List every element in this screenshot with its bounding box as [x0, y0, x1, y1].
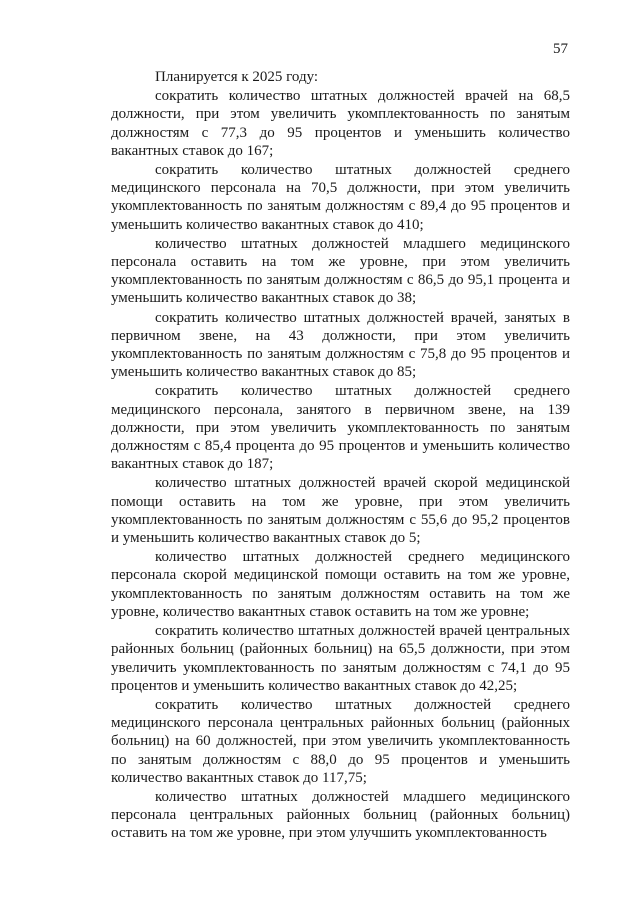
paragraph-7: количество штатных должностей среднего медицинского персонала скорой медицинской помощи оставить на том же уровне, укомплектованность по занятым должностям оставить на том же уровне, количество вакантных ставок оставить на том же уровне; [111, 549, 570, 620]
paragraph-8: сократить количество штатных должностей врачей центральных районных больниц (районных больниц) на 65,5 должности, при этом увеличить укомплектованность по занятым должностям с 74,1 до 95 процентов и уменьшить количество вакантных ставок до 42,25; [111, 623, 570, 694]
paragraph-9: сократить количество штатных должностей среднего медицинского персонала центральных районных больниц (районных больниц) на 60 должностей, при этом увеличить укомплектованность по занятым должностям с 88,0 до 95 процентов и уменьшить количество вакантных ставок до 117,75; [111, 696, 570, 786]
intro-line: Планируется к 2025 году: [155, 69, 319, 85]
paragraph-6: количество штатных должностей врачей скорой медицинской помощи оставить на том же уровне, при этом увеличить укомплектованность по занятым должностям с 55,6 до 95,2 процентов и уменьшить количество вакантных ставок до 5; [111, 475, 570, 547]
paragraph-4: сократить количество штатных должностей врачей, занятых в первичном звене, на 43 должности, при этом увеличить укомплектованность по занятым должностям с 75,8 до 95 процентов и уменьшить количество вакантных ставок до 85; [111, 309, 570, 381]
paragraph-5: сократить количество штатных должностей среднего медицинского персонала, занятого в первичном звене, на 139 должности, при этом увеличить укомплектованность по занятым должностям с 85,4 процента до 95 процентов и уменьшить количество вакантных ставок до 187; [111, 383, 570, 473]
paragraph-10: количество штатных должностей младшего медицинского персонала центральных районных больниц (районных больниц) оставить на том же уровне, при этом улучшить укомплектованность [111, 788, 570, 842]
document-body [111, 68, 570, 844]
paragraph-2: сократить количество штатных должностей среднего медицинского персонала на 70,5 должности, при этом увеличить укомплектованность по занятым должностям с 89,4 до 95 процентов и уменьшить количество вакантных ставок до 410; [111, 162, 570, 233]
paragraph-3: количество штатных должностей младшего медицинского персонала оставить на том же уровне, при этом увеличить укомплектованность по занятым должностям с 86,5 до 95,1 процента и уменьшить количество вакантных ставок до 38; [111, 235, 570, 307]
page-number: 57 [553, 41, 568, 57]
paragraph-1: сократить количество штатных должностей врачей на 68,5 должности, при этом увеличить укомплектованность по занятым должностям с 77,3 до 95 процентов и уменьшить количество вакантных ставок до 167; [111, 88, 570, 159]
